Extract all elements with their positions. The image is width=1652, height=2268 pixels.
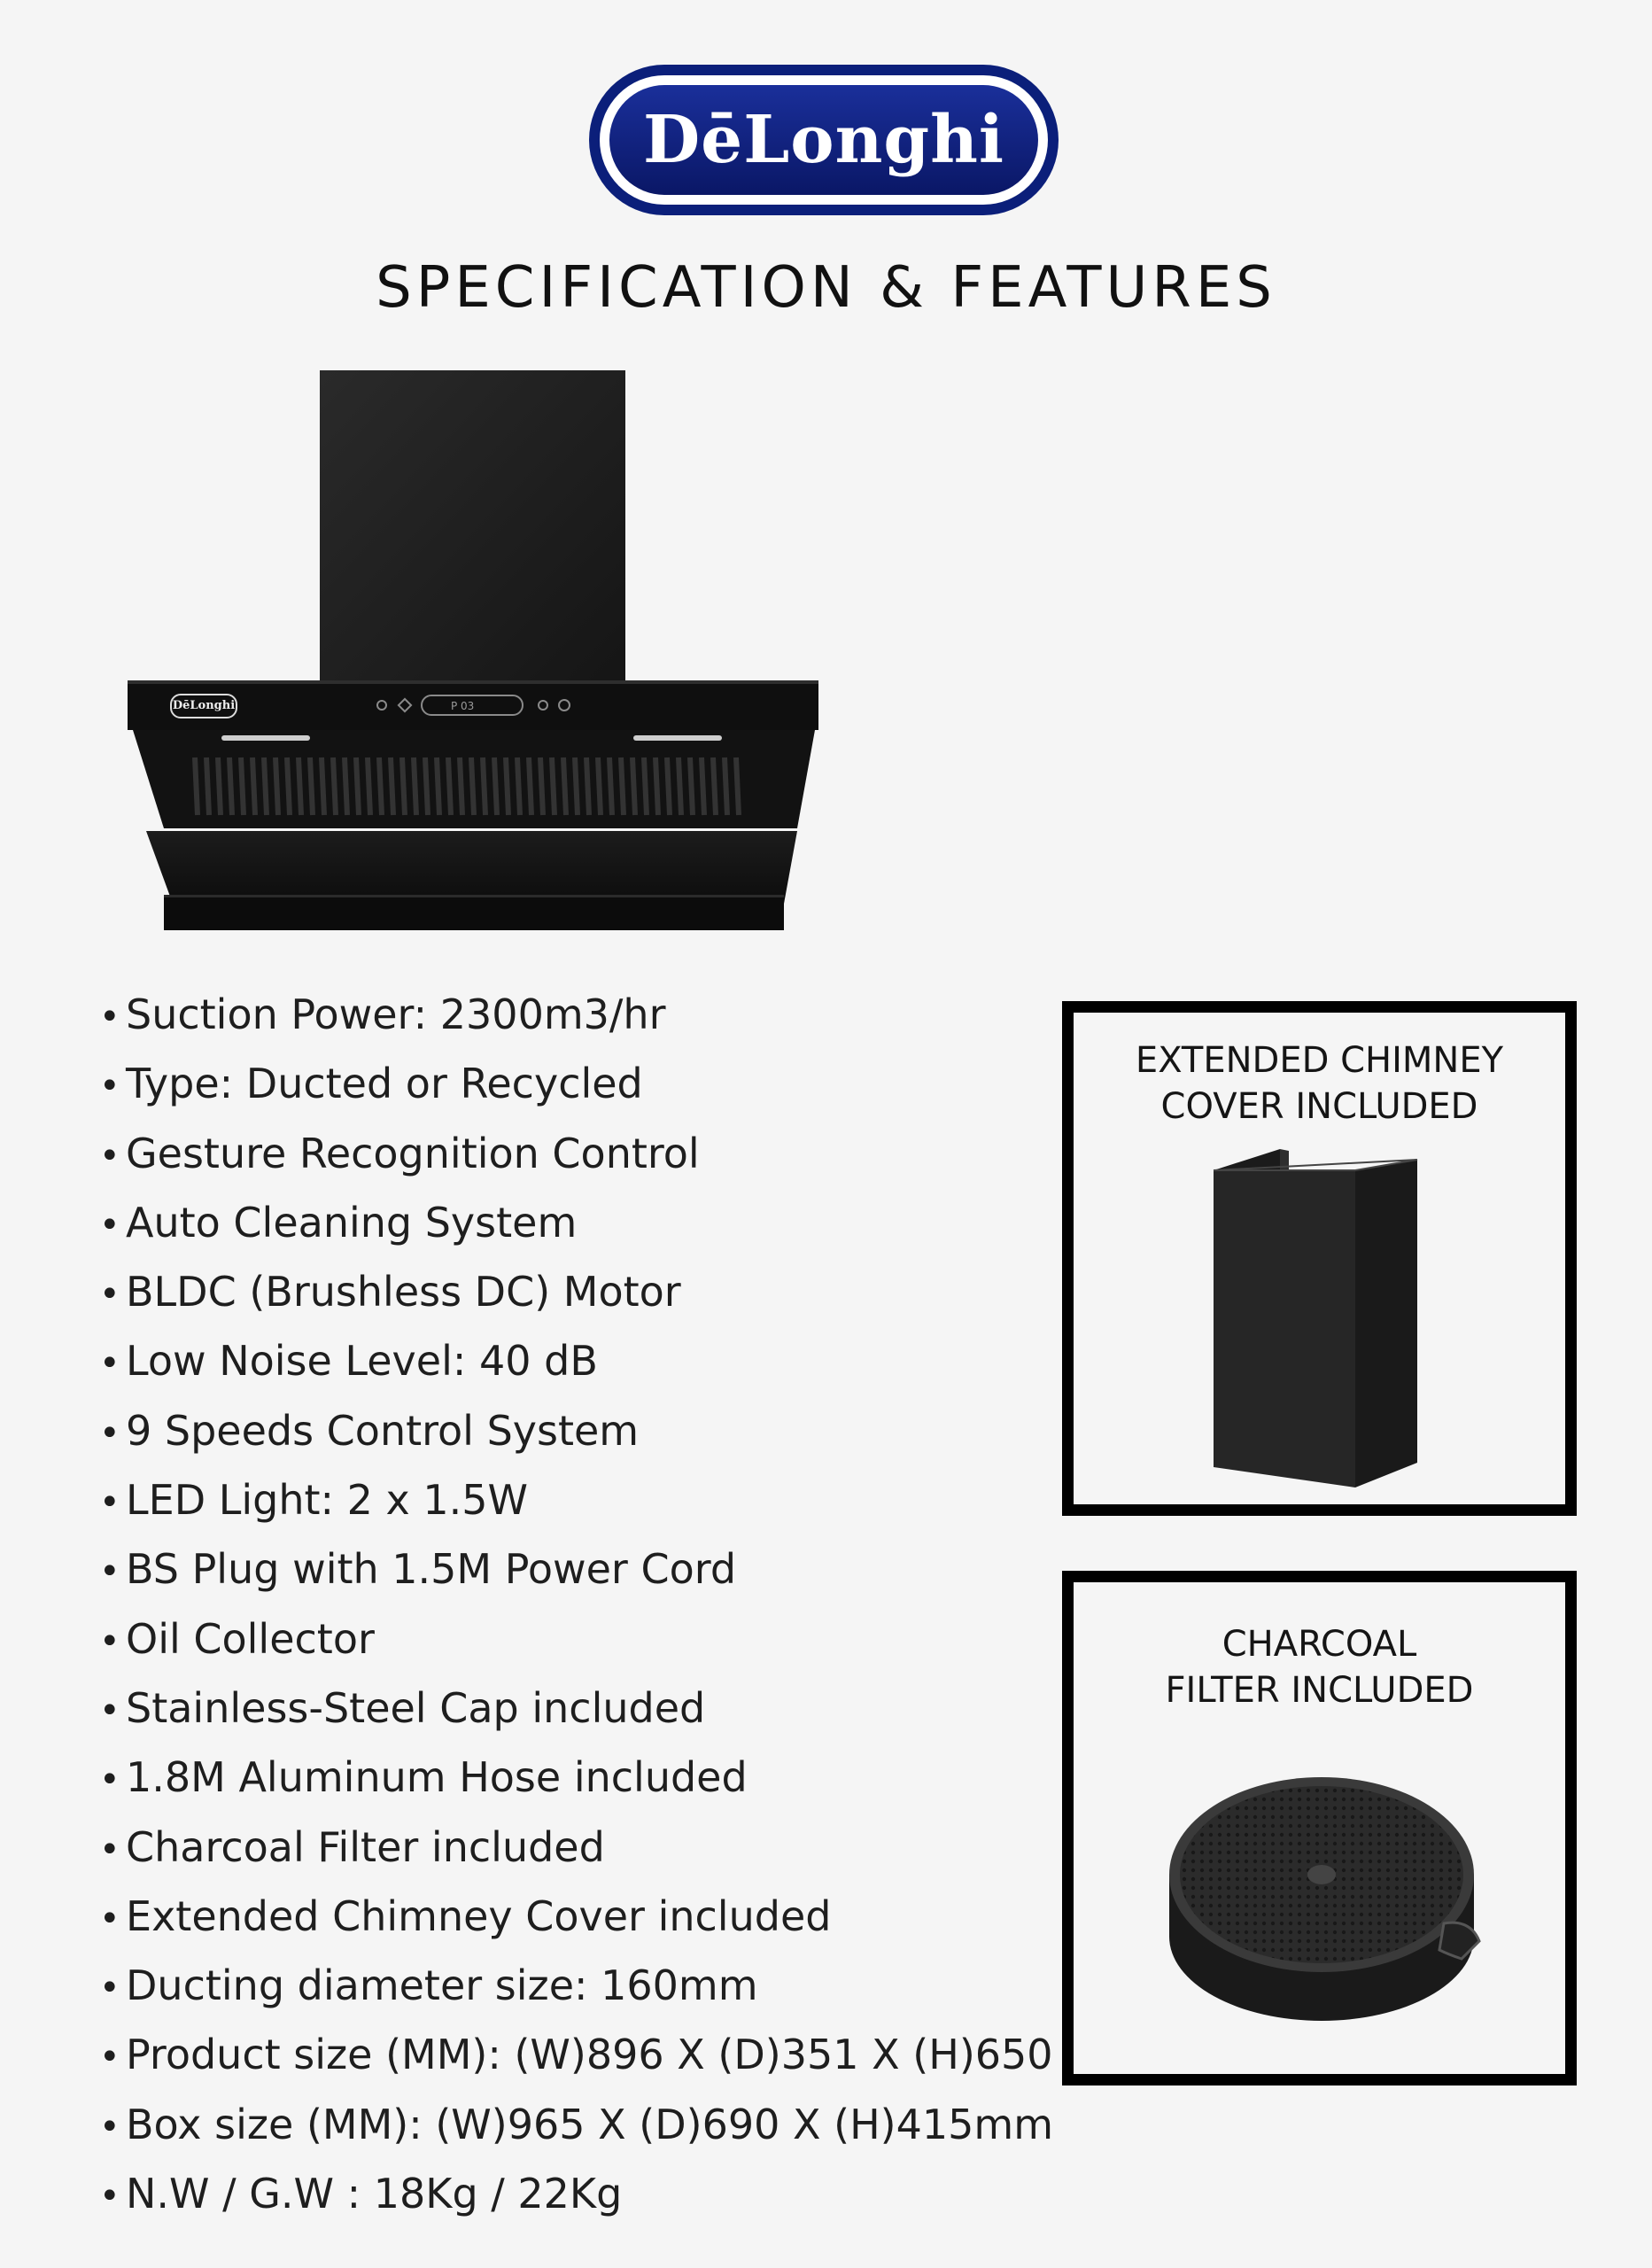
feature-text: 9 Speeds Control System — [126, 1406, 640, 1455]
grill-slat — [414, 757, 416, 815]
grill-slat — [287, 757, 290, 815]
grill-slat — [563, 757, 566, 815]
grill-slat — [609, 757, 612, 815]
grill-slat — [552, 757, 555, 815]
grill-slat — [229, 757, 232, 815]
chimney-cover-title: EXTENDED CHIMNEY COVER INCLUDED — [1135, 1040, 1504, 1127]
feature-item — [99, 1190, 1053, 1259]
chimney-cover-image — [1205, 1144, 1435, 1489]
feature-item — [99, 1536, 1053, 1605]
logo-wordmark: DēLonghi — [642, 102, 1005, 178]
grill-slat — [195, 757, 198, 815]
feature-text: Oil Collector — [126, 1614, 375, 1663]
bullet: • — [99, 1759, 120, 1801]
feature-item — [99, 1675, 1053, 1744]
bullet: • — [99, 1482, 120, 1524]
grill-slat — [690, 757, 693, 815]
grill-slat — [425, 757, 428, 815]
feature-item — [99, 1051, 1053, 1120]
grill-slat — [264, 757, 267, 815]
grill-slat — [252, 757, 255, 815]
grill-slat — [632, 757, 635, 815]
feature-text: LED Light: 2 x 1.5W — [126, 1476, 529, 1525]
bullet: • — [99, 2106, 120, 2148]
page-title: SPECIFICATION & FEATURES — [376, 255, 1276, 321]
feature-item — [99, 1398, 1053, 1467]
feature-item — [99, 1467, 1053, 1536]
bullet: • — [99, 1620, 120, 1662]
bullet: • — [99, 1898, 120, 1939]
grill-slat — [598, 757, 601, 815]
charcoal-filter-title: CHARCOAL FILTER INCLUDED — [1165, 1624, 1474, 1711]
feature-text: Low Noise Level: 40 dB — [126, 1337, 598, 1386]
feature-text: Auto Cleaning System — [126, 1198, 578, 1247]
grill-slat — [586, 757, 589, 815]
grill-slat — [471, 757, 474, 815]
feature-text: Product size (MM): (W)896 X (D)351 X (H)650 — [126, 2031, 1053, 2079]
feature-item — [99, 1606, 1053, 1675]
feature-list — [99, 982, 1053, 2230]
feature-text: Stainless-Steel Cap included — [126, 1683, 706, 1732]
extended-chimney-cover-panel — [1062, 1001, 1577, 1516]
grill-slat — [345, 757, 347, 815]
grill-slat — [402, 757, 405, 815]
feature-text: BLDC (Brushless DC) Motor — [126, 1268, 681, 1317]
feature-item — [99, 1328, 1053, 1397]
feature-text: Gesture Recognition Control — [126, 1129, 700, 1177]
feature-item — [99, 1744, 1053, 1814]
grill-slat — [506, 757, 508, 815]
grill-slat — [391, 757, 393, 815]
grill-slat — [322, 757, 324, 815]
grill-slat — [702, 757, 704, 815]
grill-slat — [437, 757, 439, 815]
bullet: • — [99, 1968, 120, 2009]
feature-text: 1.8M Aluminum Hose included — [126, 1753, 748, 1802]
feature-text: N.W / G.W : 18Kg / 22Kg — [126, 2170, 623, 2218]
grill-slat — [655, 757, 658, 815]
grill-slat — [529, 757, 531, 815]
charcoal-filter-panel — [1062, 1571, 1577, 2085]
grill-slat — [644, 757, 647, 815]
feature-item — [99, 1259, 1053, 1328]
grill-slat — [460, 757, 462, 815]
feature-text: Extended Chimney Cover included — [126, 1891, 832, 1940]
grill-slat — [299, 757, 301, 815]
feature-item — [99, 2092, 1053, 2161]
bullet: • — [99, 2037, 120, 2078]
grill-slat — [379, 757, 382, 815]
grill-slat — [540, 757, 543, 815]
grill-slat — [241, 757, 244, 815]
bullet: • — [99, 1135, 120, 1177]
grill-slat — [356, 757, 359, 815]
grill-slat — [713, 757, 716, 815]
display-readout: P 03 — [451, 700, 475, 712]
grill-slat — [575, 757, 578, 815]
grill-slat — [679, 757, 681, 815]
bullet: • — [99, 1551, 120, 1593]
grill-slat — [218, 757, 221, 815]
grill-slat — [736, 757, 739, 815]
grill-slat — [368, 757, 370, 815]
feature-item — [99, 2161, 1053, 2230]
feature-text: Box size (MM): (W)965 X (D)690 X (H)415mm — [126, 2100, 1054, 2148]
grill-slat — [206, 757, 209, 815]
grill-slat — [448, 757, 451, 815]
feature-text: Suction Power: 2300m3/hr — [126, 990, 666, 1038]
feature-item — [99, 1121, 1053, 1190]
bullet: • — [99, 1274, 120, 1316]
bullet: • — [99, 1204, 120, 1246]
feature-text: Ducting diameter size: 160mm — [126, 1961, 758, 2010]
feature-item — [99, 982, 1053, 1051]
grill-slat — [275, 757, 278, 815]
bullet: • — [99, 2176, 120, 2218]
grill-slat — [621, 757, 624, 815]
charcoal-filter-image — [1162, 1742, 1490, 2034]
grill-slat — [517, 757, 520, 815]
bullet: • — [99, 1343, 120, 1385]
grill-slat — [310, 757, 313, 815]
grill-slat — [725, 757, 727, 815]
feature-item — [99, 1953, 1053, 2022]
bullet: • — [99, 1066, 120, 1107]
grill-slat — [333, 757, 336, 815]
feature-text: BS Plug with 1.5M Power Cord — [126, 1545, 737, 1594]
bullet: • — [99, 997, 120, 1037]
cooker-hood-image — [124, 363, 824, 944]
feature-text: Charcoal Filter included — [126, 1822, 605, 1871]
feature-item — [99, 2022, 1053, 2091]
hood-brand-badge: DēLonghi — [170, 694, 237, 718]
feature-item — [99, 1814, 1053, 1884]
grill-slat — [494, 757, 497, 815]
bullet: • — [99, 1829, 120, 1870]
feature-text: Type: Ducted or Recycled — [126, 1060, 643, 1108]
grill-slat — [483, 757, 485, 815]
grill-slat — [667, 757, 670, 815]
feature-item — [99, 1884, 1053, 1953]
delonghi-logo — [586, 62, 1061, 218]
bullet: • — [99, 1412, 120, 1454]
bullet: • — [99, 1689, 120, 1731]
